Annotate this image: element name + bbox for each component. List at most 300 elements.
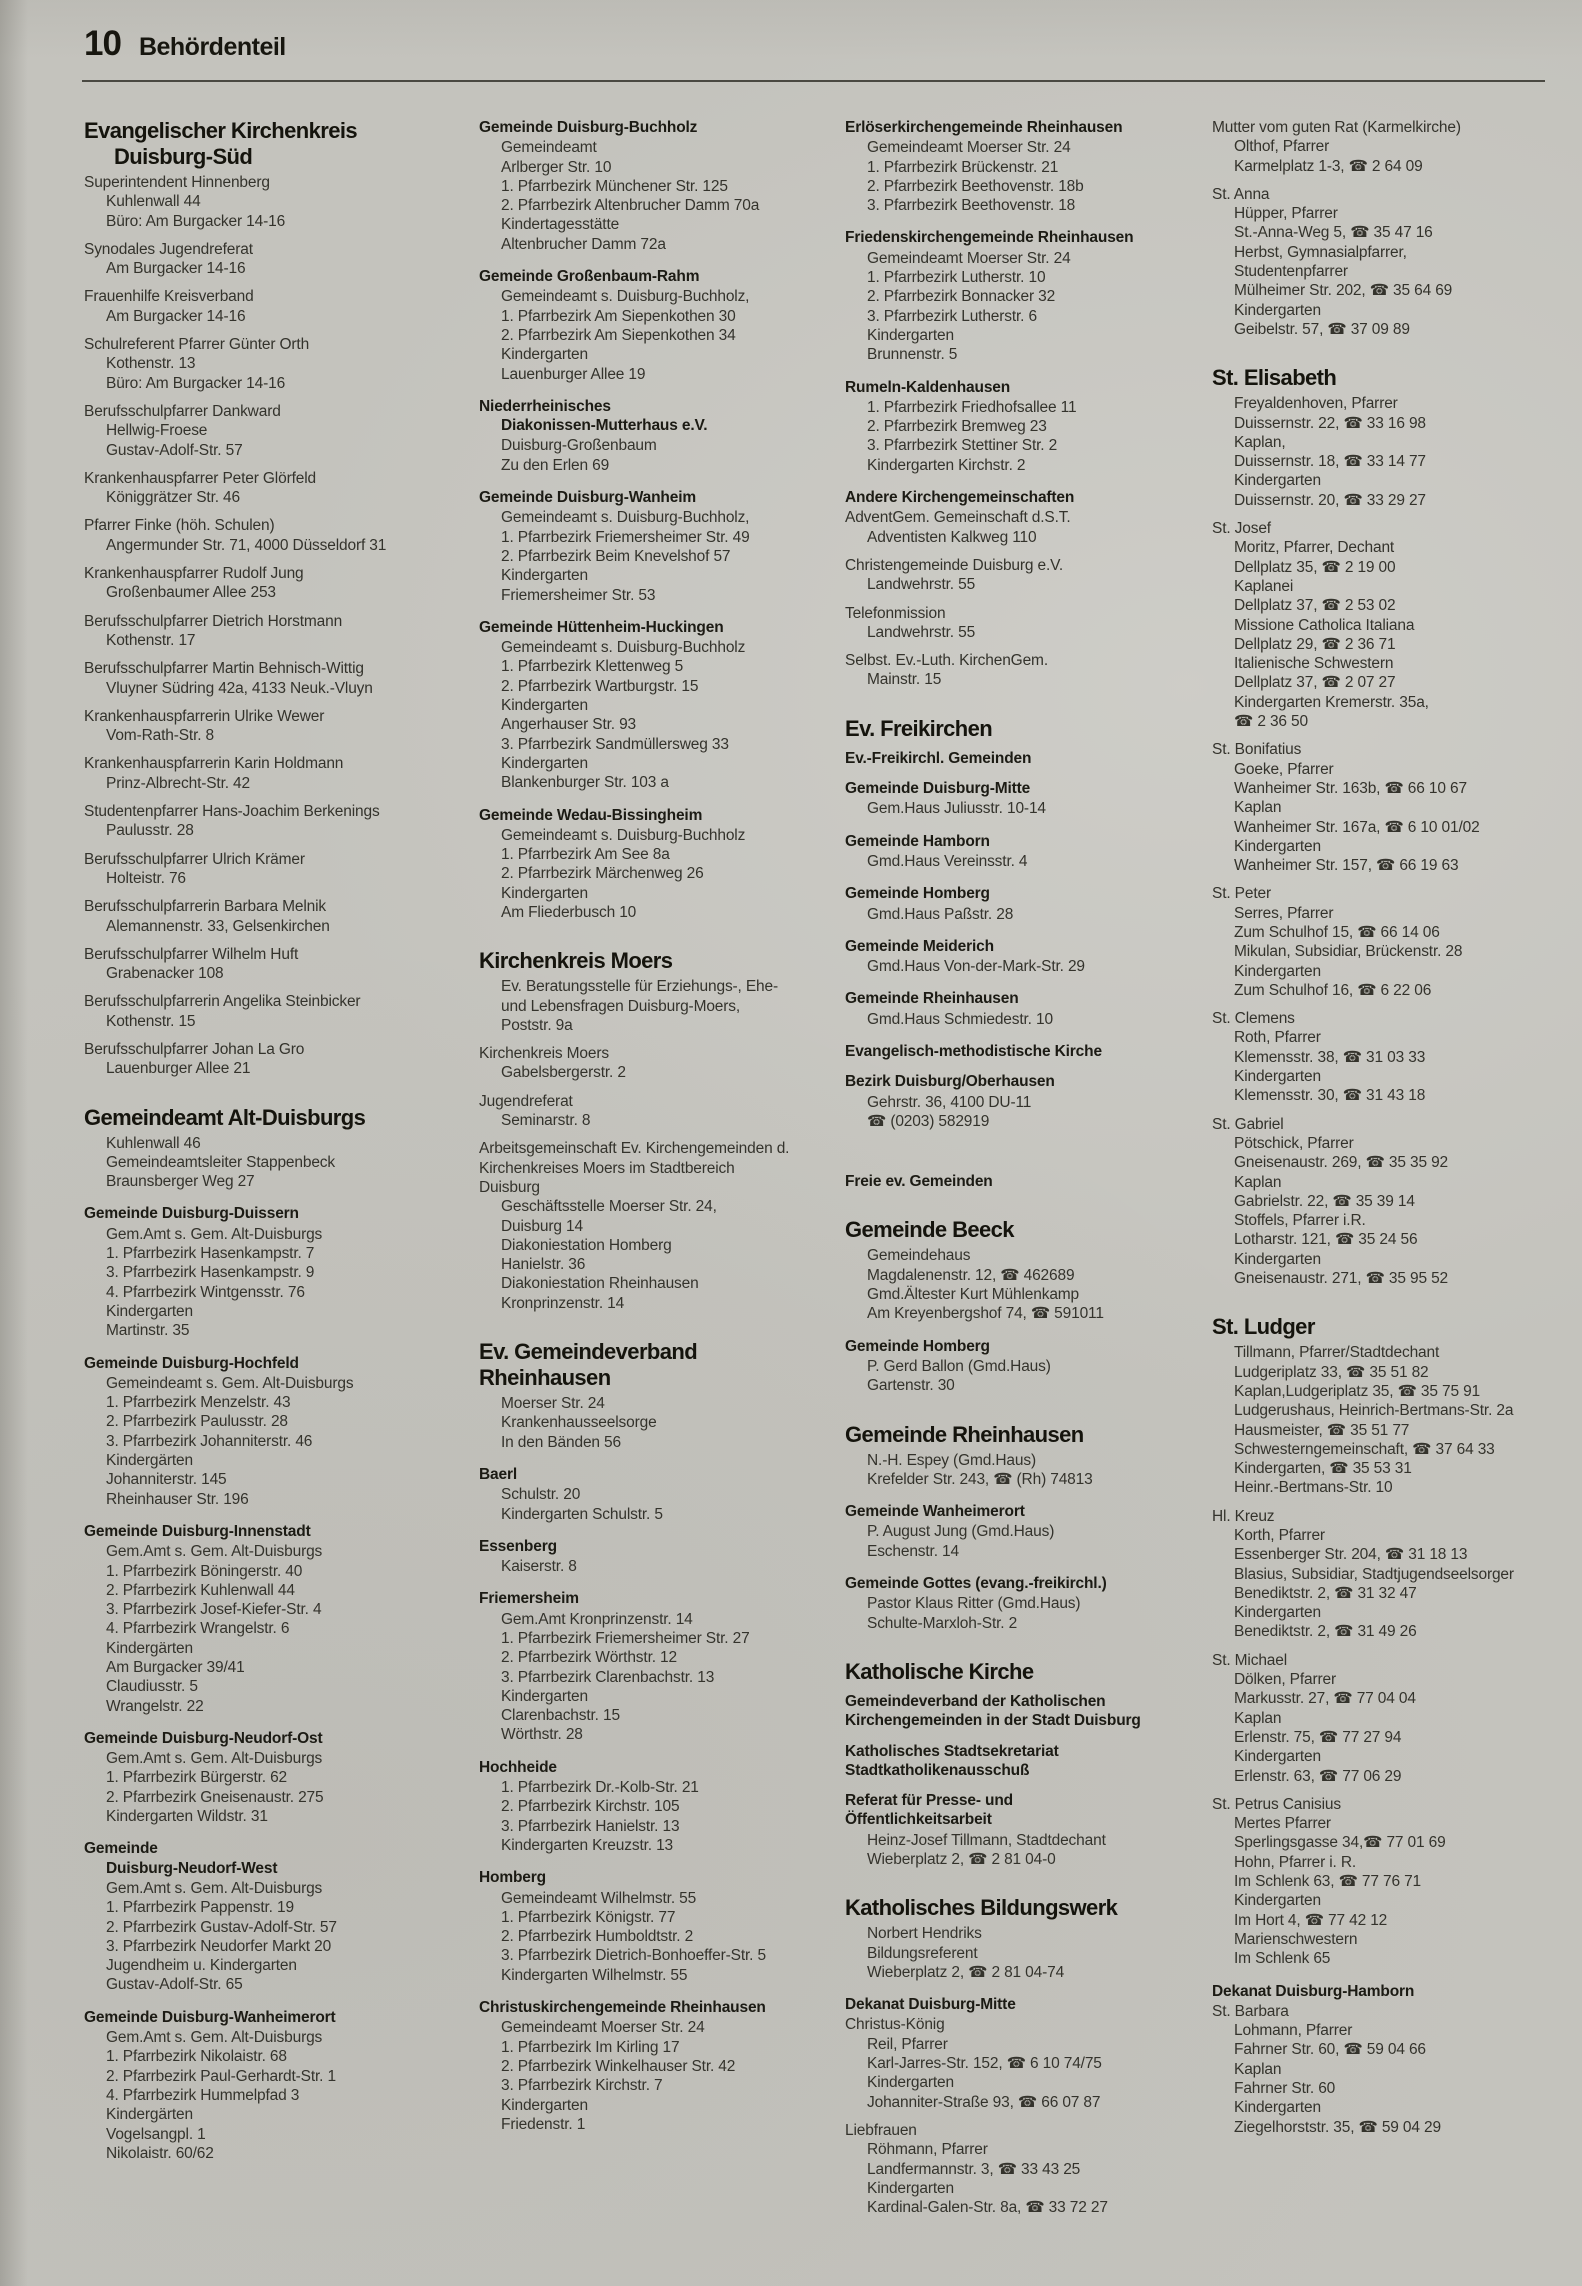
- entry-line: Ludgeriplatz 33, ☎ 35 51 82: [1234, 1363, 1429, 1381]
- entry-line: Diakoniestation Homberg: [501, 1236, 672, 1254]
- entry-line: Erlenstr. 75, ☎ 77 27 94: [1234, 1728, 1402, 1746]
- entry-line: In den Bänden 56: [501, 1433, 621, 1451]
- entry-line: 3. Pfarrbezirk Kirchstr. 7: [501, 2077, 663, 2095]
- directory-entry: [84, 240, 474, 279]
- directory-entry: [1212, 118, 1580, 176]
- entry-line: 4. Pfarrbezirk Wrangelstr. 6: [106, 1620, 290, 1638]
- entry-line: ☎ 2 36 50: [1234, 713, 1308, 731]
- entry-line: Dellplatz 35, ☎ 2 19 00: [1234, 558, 1396, 576]
- entry-line: Kothenstr. 15: [106, 1012, 196, 1030]
- entry-line: Norbert Hendriks: [867, 1925, 982, 1943]
- entry-line: St. Michael: [1212, 1651, 1288, 1669]
- section-heading: [479, 1339, 835, 1391]
- directory-entry: [845, 249, 1201, 365]
- heading-line: Katholisches Bildungswerk: [845, 1895, 1118, 1921]
- entry-line: 2. Pfarrbezirk Kirchstr. 105: [501, 1798, 680, 1816]
- entry-line: 2. Pfarrbezirk Wartburgstr. 15: [501, 677, 699, 695]
- heading-line: Gemeinde: [84, 1840, 158, 1858]
- entry-line: 1. Pfarrbezirk Brückenstr. 21: [867, 158, 1059, 176]
- directory-entry: [84, 1879, 474, 1995]
- entry-line: 3. Pfarrbezirk Josef-Kiefer-Str. 4: [106, 1601, 322, 1619]
- entry-line: Paulusstr. 28: [106, 822, 194, 840]
- subsection-heading: [84, 1204, 474, 1223]
- entry-line: Gemeindeamt Moerser Str. 24: [501, 2019, 705, 2037]
- entry-line: St. Gabriel: [1212, 1115, 1284, 1133]
- subsection-heading: [479, 806, 835, 825]
- heading-line: Diakonissen-Mutterhaus e.V.: [501, 417, 708, 435]
- entry-line: Gemeindeamt: [501, 139, 597, 157]
- section-heading: [845, 1422, 1201, 1448]
- section-heading: [1212, 1314, 1580, 1340]
- entry-line: 1. Pfarrbezirk Friemersheimer Str. 27: [501, 1630, 750, 1647]
- heading-line: Gemeinde Duisburg-Wanheim: [479, 489, 697, 507]
- directory-entry: [479, 1092, 835, 1131]
- entry-line: Brunnenstr. 5: [867, 346, 958, 364]
- section-heading: [845, 1659, 1201, 1685]
- entry-line: 2. Pfarrbezirk Am Siepenkothen 34: [501, 326, 736, 344]
- subsection-heading: [845, 749, 1201, 768]
- heading-line: Erlöserkirchengemeinde Rheinhausen: [845, 119, 1123, 136]
- directory-entry: [1212, 1651, 1580, 1786]
- entry-line: Berufsschulpfarrerin Barbara Melnik: [84, 898, 326, 916]
- entry-line: Freyaldenhoven, Pfarrer: [1234, 395, 1398, 413]
- entry-line: Serres, Pfarrer: [1234, 904, 1334, 922]
- directory-entry: [1212, 394, 1580, 510]
- entry-line: Johanniter-Straße 93, ☎ 66 07 87: [867, 2093, 1101, 2111]
- heading-line: Gemeinde Meiderich: [845, 937, 994, 955]
- subsection-heading: [845, 1742, 1201, 1781]
- entry-line: Berufsschulpfarrer Martin Behnisch-Wittig: [84, 660, 364, 678]
- heading-line: Essenberg: [479, 1537, 557, 1555]
- entry-line: Roth, Pfarrer: [1234, 1029, 1321, 1047]
- directory-entry: [1212, 884, 1580, 1000]
- directory-entry: [84, 1225, 474, 1341]
- entry-line: 2. Pfarrbezirk Bremweg 23: [867, 418, 1047, 436]
- heading-line: Gemeinde Hüttenheim-Huckingen: [479, 618, 724, 636]
- entry-line: Synodales Jugendreferat: [84, 240, 253, 258]
- heading-line: Gemeinde Großenbaum-Rahm: [479, 268, 700, 286]
- entry-line: Gem.Amt s. Gem. Alt-Duisburgs: [106, 1225, 323, 1243]
- section-heading: [845, 1217, 1201, 1243]
- directory-entry: [1212, 1009, 1580, 1105]
- directory-entry: [479, 826, 835, 922]
- entry-line: Königgrätzer Str. 46: [106, 489, 240, 507]
- entry-line: Liebfrauen: [845, 2121, 917, 2139]
- directory-entry: [479, 1889, 835, 1985]
- entry-line: Selbst. Ev.-Luth. KirchenGem.: [845, 652, 1048, 670]
- entry-line: Fahrner Str. 60, ☎ 59 04 66: [1234, 2041, 1426, 2059]
- heading-line: Dekanat Duisburg-Hamborn: [1212, 1982, 1415, 2000]
- directory-entry: [84, 402, 474, 460]
- entry-line: Kuhlenwall 46: [106, 1134, 201, 1152]
- section-heading: [1212, 365, 1580, 391]
- entry-line: 1. Pfarrbezirk Bürgerstr. 62: [106, 1769, 288, 1787]
- entry-line: Gartenstr. 30: [867, 1377, 955, 1395]
- entry-line: Kindergarten: [501, 697, 588, 715]
- subsection-heading: [845, 1574, 1201, 1593]
- entry-line: Arbeitsgemeinschaft Ev. Kirchengemeinden d.: [479, 1140, 790, 1158]
- heading-line: Rumeln-Kaldenhausen: [845, 378, 1011, 396]
- heading-line: Gemeinde Wedau-Bissingheim: [479, 806, 703, 824]
- entry-line: Superintendent Hinnenberg: [84, 174, 270, 191]
- directory-column-2: [479, 118, 835, 2134]
- subsection-heading: [845, 1072, 1201, 1091]
- entry-line: Diakoniestation Rheinhausen: [501, 1275, 699, 1293]
- entry-line: Benediktstr. 2, ☎ 31 32 47: [1234, 1584, 1417, 1602]
- entry-line: Mainstr. 15: [867, 671, 942, 689]
- entry-line: Essenberger Str. 204, ☎ 31 18 13: [1234, 1546, 1468, 1564]
- entry-line: Jugendreferat: [479, 1092, 573, 1110]
- entry-line: Gmd.Haus Schmiedestr. 10: [867, 1010, 1053, 1028]
- entry-line: Großenbaumer Allee 253: [106, 584, 276, 602]
- subsection-heading: [84, 2008, 474, 2027]
- directory-entry: [845, 604, 1201, 643]
- directory-entry: [84, 1134, 474, 1192]
- entry-line: Wanheimer Str. 167a, ☎ 6 10 01/02: [1234, 818, 1480, 836]
- entry-line: 1. Pfarrbezirk Lutherstr. 10: [867, 269, 1046, 287]
- heading-line: Evangelischer Kirchenkreis: [84, 118, 357, 143]
- entry-line: Berufsschulpfarrer Ulrich Krämer: [84, 850, 305, 868]
- entry-line: Krefelder Str. 243, ☎ (Rh) 74813: [867, 1470, 1093, 1488]
- entry-line: 3. Pfarrbezirk Johanniterstr. 46: [106, 1432, 313, 1450]
- entry-line: Wieberplatz 2, ☎ 2 81 04-0: [867, 1851, 1056, 1868]
- heading-line: Rheinhausen: [479, 1365, 611, 1391]
- entry-line: 3. Pfarrbezirk Sandmüllersweg 33: [501, 735, 729, 753]
- entry-line: Am Burgacker 39/41: [106, 1659, 245, 1676]
- heading-line: Gemeinde Hamborn: [845, 832, 990, 850]
- subsection-heading: [845, 937, 1201, 956]
- entry-line: Zum Schulhof 15, ☎ 66 14 06: [1234, 923, 1440, 941]
- entry-line: Alemannenstr. 33, Gelsenkirchen: [106, 917, 330, 935]
- directory-entry: [84, 287, 474, 326]
- entry-line: Kindergärten: [106, 1639, 193, 1657]
- entry-line: Karl-Jarres-Str. 152, ☎ 6 10 74/75: [867, 2055, 1102, 2073]
- section-heading: [845, 1895, 1201, 1921]
- heading-line: Evangelisch-methodistische Kirche: [845, 1042, 1102, 1060]
- subsection-heading: [845, 1692, 1201, 1731]
- entry-line: Dellplatz 37, ☎ 2 53 02: [1234, 597, 1396, 615]
- directory-entry: [84, 469, 474, 508]
- section-heading: [479, 948, 835, 974]
- entry-line: Gabrielstr. 22, ☎ 35 39 14: [1234, 1192, 1415, 1210]
- directory-entry: [84, 802, 474, 841]
- entry-line: 2. Pfarrbezirk Bonnacker 32: [867, 288, 1056, 306]
- entry-line: Hl. Kreuz: [1212, 1507, 1275, 1525]
- entry-line: Gustav-Adolf-Str. 57: [106, 441, 243, 459]
- entry-line: Lauenburger Allee 21: [106, 1060, 251, 1078]
- directory-entry: [84, 1040, 474, 1079]
- heading-line: Ev. Gemeindeverband: [479, 1339, 698, 1365]
- directory-entry: [845, 1594, 1201, 1633]
- directory-entry: [845, 1357, 1201, 1396]
- entry-line: Kindergarten, ☎ 35 53 31: [1234, 1460, 1412, 1478]
- entry-line: 2. Pfarrbezirk Gustav-Adolf-Str. 57: [106, 1918, 337, 1936]
- entry-line: Telefonmission: [845, 604, 946, 622]
- directory-entry: [84, 516, 474, 555]
- entry-line: 1. Pfarrbezirk Im Kirling 17: [501, 2038, 680, 2056]
- entry-line: Wrangelstr. 22: [106, 1697, 204, 1715]
- entry-line: 4. Pfarrbezirk Hummelpfad 3: [106, 2086, 300, 2104]
- heading-line: Ev. Freikirchen: [845, 715, 993, 741]
- entry-line: Kindergarten: [1234, 1604, 1321, 1622]
- entry-line: Kindergarten Kirchstr. 2: [867, 456, 1026, 474]
- entry-line: 4. Pfarrbezirk Wintgensstr. 76: [106, 1283, 305, 1301]
- directory-entry: [479, 1044, 835, 1083]
- entry-line: Studentenpfarrer Hans-Joachim Berkenings: [84, 803, 380, 821]
- entry-line: Kaplanei: [1234, 577, 1294, 595]
- heading-line: Friemersheim: [479, 1590, 579, 1608]
- directory-entry: [84, 707, 474, 746]
- entry-line: Klemensstr. 38, ☎ 31 03 33: [1234, 1048, 1426, 1066]
- entry-line: 1. Pfarrbezirk Friedhofsallee 11: [867, 398, 1077, 416]
- subsection-heading: [845, 832, 1201, 851]
- entry-line: Dellplatz 37, ☎ 2 07 27: [1234, 674, 1396, 692]
- directory-entry: [84, 564, 474, 603]
- entry-line: Hohn, Pfarrer i. R.: [1234, 1853, 1357, 1871]
- subsection-heading: [845, 488, 1201, 507]
- entry-line: Blankenburger Str. 103 a: [501, 774, 669, 792]
- heading-line: Gemeinde Duisburg-Mitte: [845, 780, 1031, 798]
- entry-line: Kindergarten: [501, 567, 588, 585]
- entry-line: Gemeindeamt Moerser Str. 24: [867, 139, 1071, 157]
- entry-line: 2. Pfarrbezirk Kuhlenwall 44: [106, 1581, 295, 1599]
- directory-entry: [1212, 2002, 1580, 2137]
- directory-entry: [84, 659, 474, 698]
- entry-line: Magdalenenstr. 12, ☎ 462689: [867, 1266, 1075, 1284]
- entry-line: Heinr.-Bertmans-Str. 10: [1234, 1479, 1393, 1497]
- entry-line: Jugendheim u. Kindergarten: [106, 1957, 297, 1975]
- entry-line: Gemeindeamt s. Duisburg-Buchholz: [501, 826, 746, 844]
- heading-line: Christuskirchengemeinde Rheinhausen: [479, 1999, 766, 2017]
- entry-line: Hellwig-Froese: [106, 422, 208, 440]
- entry-line: Reil, Pfarrer: [867, 2035, 948, 2053]
- entry-line: Benediktstr. 2, ☎ 31 49 26: [1234, 1623, 1417, 1641]
- entry-line: Adventisten Kalkweg 110: [867, 528, 1037, 546]
- entry-line: Kuhlenwall 44: [106, 193, 201, 211]
- heading-line: Hochheide: [479, 1758, 557, 1776]
- entry-line: 1. Pfarrbezirk Am Siepenkothen 30: [501, 307, 736, 325]
- entry-line: Johanniterstr. 145: [106, 1471, 227, 1489]
- directory-entry: [84, 1374, 474, 1509]
- entry-line: St. Josef: [1212, 520, 1271, 538]
- directory-entry: [479, 977, 835, 1035]
- entry-line: Erlenstr. 63, ☎ 77 06 29: [1234, 1767, 1402, 1785]
- heading-line: Stadtkatholikenausschuß: [845, 1761, 1030, 1779]
- entry-line: Zu den Erlen 69: [501, 456, 610, 474]
- entry-line: Pfarrer Finke (höh. Schulen): [84, 517, 275, 535]
- entry-line: 3. Pfarrbezirk Neudorfer Markt 20: [106, 1937, 332, 1955]
- section-heading: [845, 716, 1201, 742]
- entry-line: Im Hort 4, ☎ 77 42 12: [1234, 1911, 1388, 1929]
- heading-line: Baerl: [479, 1465, 518, 1483]
- directory-entry: [1212, 1507, 1580, 1642]
- entry-line: Kindergärten: [106, 1452, 193, 1470]
- entry-line: 1. Pfarrbezirk Klettenweg 5: [501, 658, 684, 676]
- entry-line: Kindergarten: [1234, 962, 1321, 980]
- entry-line: 1. Pfarrbezirk Nikolaistr. 68: [106, 2048, 287, 2066]
- directory-column-1: [84, 118, 474, 2163]
- directory-entry: [845, 1451, 1201, 1490]
- heading-line: Gemeinde Duisburg-Neudorf-Ost: [84, 1729, 323, 1747]
- directory-entry: [845, 957, 1201, 976]
- entry-line: Angerhauser Str. 93: [501, 716, 637, 734]
- page-section-title: Behördenteil: [138, 33, 286, 61]
- entry-line: Gustav-Adolf-Str. 65: [106, 1976, 243, 1994]
- entry-line: Im Schlenk 63, ☎ 77 76 71: [1234, 1873, 1422, 1891]
- entry-line: Am Burgacker 14-16: [106, 260, 246, 278]
- heading-line: Katholische Kirche: [845, 1658, 1034, 1684]
- entry-line: 3. Pfarrbezirk Beethovenstr. 18: [867, 197, 1076, 215]
- entry-line: Missione Catholica Italiana: [1234, 616, 1415, 634]
- entry-line: Mikulan, Subsidiar, Brückenstr. 28: [1234, 943, 1463, 961]
- entry-line: Kindergärten: [106, 2106, 193, 2124]
- entry-line: Berufsschulpfarrer Johan La Gro: [84, 1040, 305, 1058]
- entry-line: 1. Pfarrbezirk Am See 8a: [501, 846, 670, 864]
- entry-line: Prinz-Albrecht-Str. 42: [106, 774, 251, 792]
- page-header: [84, 24, 286, 64]
- entry-line: Gmd.Haus Paßstr. 28: [867, 905, 1014, 923]
- heading-line: Andere Kirchengemeinschaften: [845, 489, 1075, 507]
- heading-line: Bezirk Duisburg/Oberhausen: [845, 1073, 1055, 1091]
- page-number: 10: [84, 24, 121, 63]
- entry-line: Klemensstr. 30, ☎ 31 43 18: [1234, 1087, 1426, 1105]
- entry-line: Gmd.Haus Vereinsstr. 4: [867, 852, 1028, 870]
- entry-line: Marienschwestern: [1234, 1930, 1358, 1948]
- entry-line: Angermunder Str. 71, 4000 Düsseldorf 31: [106, 536, 387, 554]
- entry-line: 1. Pfarrbezirk Böningerstr. 40: [106, 1562, 303, 1580]
- subsection-heading: [479, 118, 835, 137]
- entry-line: St. Peter: [1212, 885, 1271, 903]
- entry-line: Wieberplatz 2, ☎ 2 81 04-74: [867, 1963, 1065, 1981]
- entry-line: Markusstr. 27, ☎ 77 04 04: [1234, 1690, 1416, 1708]
- entry-line: Blasius, Subsidiar, Stadtjugendseelsorger: [1234, 1565, 1514, 1583]
- entry-line: Mülheimer Str. 202, ☎ 35 64 69: [1234, 282, 1453, 300]
- entry-line: Kindergarten: [501, 754, 588, 772]
- entry-line: Berufsschulpfarrer Wilhelm Huft: [84, 945, 299, 963]
- directory-entry: [84, 2028, 474, 2163]
- entry-line: Poststr. 9a: [501, 1016, 573, 1034]
- entry-line: Gemeindeamt Moerser Str. 24: [867, 249, 1071, 267]
- entry-line: Braunsberger Weg 27: [106, 1173, 255, 1191]
- entry-line: Pastor Klaus Ritter (Gmd.Haus): [867, 1595, 1081, 1613]
- directory-entry: [1212, 1115, 1580, 1289]
- directory-entry: [845, 651, 1201, 690]
- entry-line: St. Bonifatius: [1212, 741, 1302, 759]
- entry-line: Christengemeinde Duisburg e.V.: [845, 556, 1064, 574]
- entry-line: Lotharstr. 121, ☎ 35 24 56: [1234, 1231, 1418, 1249]
- directory-entry: [84, 850, 474, 889]
- directory-entry: [845, 852, 1201, 871]
- entry-line: Gemeindeamt s. Gem. Alt-Duisburgs: [106, 1374, 354, 1392]
- entry-line: Friedenstr. 1: [501, 2115, 586, 2133]
- entry-line: Geibelstr. 57, ☎ 37 09 89: [1234, 320, 1410, 338]
- header-rule: [82, 80, 1545, 82]
- entry-line: Lauenburger Allee 19: [501, 365, 646, 383]
- entry-line: Büro: Am Burgacker 14-16: [106, 212, 286, 230]
- entry-line: Hanielstr. 36: [501, 1256, 586, 1274]
- entry-line: Krankenhauspfarrerin Karin Holdmann: [84, 755, 344, 773]
- entry-line: Gemeindeamt s. Duisburg-Buchholz,: [501, 509, 750, 527]
- entry-line: Gem.Haus Juliusstr. 10-14: [867, 800, 1046, 818]
- subsection-heading: [84, 1729, 474, 1748]
- entry-line: 3. Pfarrbezirk Clarenbachstr. 13: [501, 1668, 715, 1686]
- vertical-spacer: [845, 1131, 1201, 1159]
- entry-line: Gneisenaustr. 271, ☎ 35 95 52: [1234, 1270, 1449, 1288]
- entry-line: Kindergarten: [1234, 2099, 1321, 2117]
- directory-entry: [84, 612, 474, 651]
- entry-line: Vom-Rath-Str. 8: [106, 727, 215, 745]
- entry-line: 1. Pfarrbezirk Friemersheimer Str. 49: [501, 528, 750, 546]
- entry-line: Kindergarten: [867, 2179, 954, 2197]
- entry-line: Goeke, Pfarrer: [1234, 760, 1334, 778]
- entry-line: Kindergarten: [106, 1302, 193, 1320]
- directory-entry: [84, 1542, 474, 1716]
- entry-line: Fahrner Str. 60: [1234, 2080, 1336, 2098]
- entry-line: Pötschick, Pfarrer: [1234, 1134, 1354, 1152]
- entry-line: Kaplan: [1234, 1173, 1282, 1191]
- entry-line: Clarenbachstr. 15: [501, 1707, 620, 1725]
- heading-line: Freie ev. Gemeinden: [845, 1173, 993, 1191]
- entry-line: 2. Pfarrbezirk Gneisenaustr. 275: [106, 1788, 324, 1806]
- heading-line: Gemeinde Duisburg-Innenstadt: [84, 1522, 311, 1540]
- entry-line: Geschäftsstelle Moerser Str. 24,: [501, 1198, 717, 1216]
- subsection-heading: [845, 1042, 1201, 1061]
- entry-line: Seminarstr. 8: [501, 1112, 591, 1130]
- entry-line: Lohmann, Pfarrer: [1234, 2022, 1353, 2040]
- entry-line: Nikolaistr. 60/62: [106, 2144, 214, 2162]
- heading-line: Gemeinde Rheinhausen: [845, 990, 1019, 1008]
- directory-entry: [479, 1139, 835, 1313]
- directory-entry: [479, 287, 835, 383]
- directory-entry: [84, 1749, 474, 1826]
- directory-entry: [845, 1831, 1201, 1870]
- entry-line: Duissernstr. 22, ☎ 33 16 98: [1234, 414, 1426, 432]
- subsection-heading: [479, 267, 835, 286]
- entry-line: Kardinal-Galen-Str. 8a, ☎ 33 72 27: [867, 2199, 1108, 2217]
- entry-line: Schulstr. 20: [501, 1486, 581, 1504]
- entry-line: 2. Pfarrbezirk Beethovenstr. 18b: [867, 177, 1084, 195]
- entry-line: Kindergarten: [501, 346, 588, 364]
- entry-line: Landwehrstr. 55: [867, 576, 976, 594]
- directory-entry: [479, 1394, 835, 1452]
- entry-line: Heinz-Josef Tillmann, Stadtdechant: [867, 1831, 1106, 1849]
- entry-line: Kindergarten: [1234, 1892, 1321, 1910]
- entry-line: 3. Pfarrbezirk Dietrich-Bonhoeffer-Str. 5: [501, 1947, 766, 1965]
- entry-line: Dölken, Pfarrer: [1234, 1671, 1336, 1689]
- directory-entry: [845, 799, 1201, 818]
- subsection-heading: [845, 1337, 1201, 1356]
- heading-line: Gemeinde Homberg: [845, 885, 990, 903]
- entry-line: 3. Pfarrbezirk Lutherstr. 6: [867, 307, 1037, 325]
- entry-line: Wörthstr. 28: [501, 1726, 583, 1744]
- entry-line: Christus-König: [845, 2016, 945, 2034]
- entry-line: Kindergarten: [867, 2074, 954, 2092]
- entry-line: Gneisenaustr. 269, ☎ 35 35 92: [1234, 1154, 1449, 1172]
- entry-line: Vogelsangpl. 1: [106, 2125, 206, 2143]
- entry-line: Schulte-Marxloh-Str. 2: [867, 1614, 1018, 1632]
- subsection-heading: [845, 884, 1201, 903]
- heading-line: St. Elisabeth: [1212, 365, 1337, 391]
- directory-entry: [84, 992, 474, 1031]
- directory-entry: [1212, 185, 1580, 339]
- heading-line: Gemeinde Homberg: [845, 1337, 990, 1355]
- entry-line: 2. Pfarrbezirk Beim Knevelshof 57: [501, 547, 731, 565]
- subsection-heading: [845, 1172, 1201, 1191]
- subsection-heading: [845, 989, 1201, 1008]
- entry-line: Gemeindehaus: [867, 1247, 971, 1265]
- entry-line: Am Kreyenbergshof 74, ☎ 591011: [867, 1305, 1104, 1323]
- entry-line: Im Schlenk 65: [1234, 1950, 1331, 1968]
